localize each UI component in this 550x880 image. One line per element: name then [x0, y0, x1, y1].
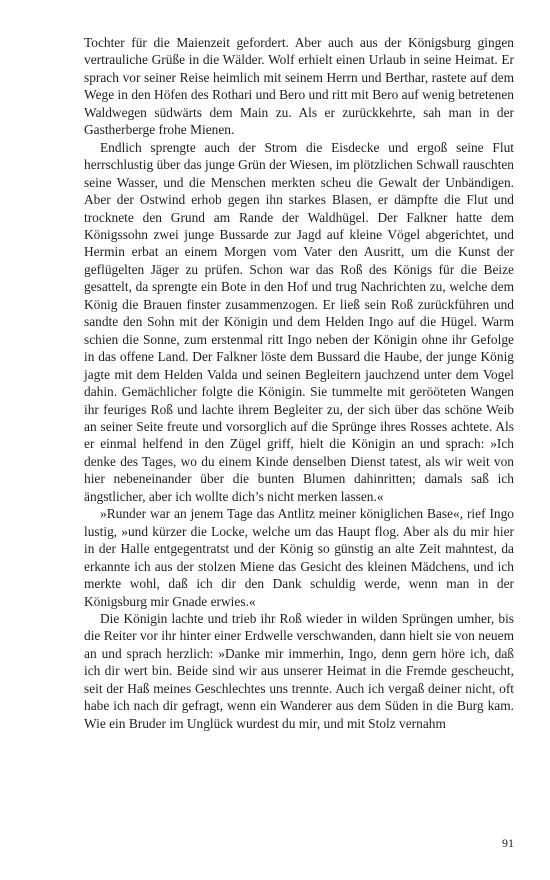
- paragraph-4: Die Königin lachte und trieb ihr Roß wieder in wilden Sprüngen umher, bis die Reiter vor ihr hinter einer Erdwelle verschwanden, dann hielt sie von neuem an und sprach herzlich: »Danke mir immerhin, Ingo, denn gern höre ich, daß ich dir wert bin. Beide sind wir aus unserer Heimat in die Fremde gescheucht, seit der Haß meines Geschlechtes uns trennte. Auch ich vergaß deiner nicht, oft habe ich nach dir gefragt, wenn ein Wanderer aus dem Süden in die Burg kam. Wie ein Bruder im Unglück wurdest du mir, und mit Stolz vernahm: [84, 610, 514, 731]
- paragraph-2: Endlich sprengte auch der Strom die Eisdecke und ergoß seine Flut herrschlustig über das junge Grün der Wiesen, im plötzlichen Schwall rauschten seine Wasser, und die Menschen merkten scheu die Gewalt der Unbändigen. Aber der Ostwind erhob gegen ihn starkes Blasen, er dämpfte die Flut und trocknete den Grund am Rande der Waldhügel. Der Falkner hatte dem Königssohn zwei junge Bussarde zur Jagd auf kleine Vögel abgerichtet, und Hermin erbat an einem Morgen vom Vater den Ausritt, um die Kunst der geflügelten Jäger zu prüfen. Schon war das Roß des Königs für die Beize gesattelt, da sprengte ein Bote in den Hof und trug Nachrichten zu, welche dem König die Brauen finster zusammenzogen. Er ließ sein Roß zurückführen und sandte den Sohn mit der Königin und dem Helden Ingo auf die Hügel. Warm schien die Sonne, zum erstenmal ritt Ingo neben der Königin ohne ihr Gefolge in das offene Land. Der Falkner löste dem Bussard die Haube, der junge König jagte mit dem Helden Valda und seinen Begleitern jauchzend unter dem Vogel dahin. Gemächlicher folgte die Königin. Sie tummelte mit gerööteten Wangen ihr feuriges Roß und lachte ihrem Begleiter zu, der sich über das schöne Weib an seiner Seite freute und vorsorglich auf die Sprünge ihres Rosses achtete. Als er einmal helfend in den Zügel griff, hielt die Königin an und sprach: »Ich denke des Tages, wo du einem Kinde denselben Dienst tatest, als wir weit von hier nebeneinander über die bunten Blumen dahinritten; damals saß ich ängstlicher, aber ich wollte dich’s nicht merken lassen.«: [84, 139, 514, 504]
- book-page-text: [84, 34, 514, 732]
- paragraph-3: »Runder war an jenem Tage das Antlitz meiner königlichen Base«, rief Ingo lustig, »und kürzer die Locke, welche um das Haupt flog. Aber als du mir hier in der Halle entgegentratst und der König so günstig an alte Zeit mahntest, da erkannte ich aus der stolzen Miene das Gesicht des kleinen Mädchens, und ich merkte wohl, daß ich dir den Dank schuldig werde, wenn man in der Königsburg mir Gnade erwies.«: [84, 506, 514, 609]
- page-number: 91: [502, 836, 514, 850]
- paragraph-1: Tochter für die Maienzeit gefordert. Aber auch aus der Königsburg gingen vertrauliche Grüße in die Wälder. Wolf erhielt einen Urlaub in seine Heimat. Er sprach vor seiner Reise heimlich mit seinem Herrn und Berthar, rastete auf dem Wege in den Höfen des Rothari und Bero und ritt mit Bero auf wenig betretenen Waldwegen südwärts dem Main zu. Als er zurückkehrte, sah man in der Gastherberge frohe Mienen.: [84, 35, 514, 138]
